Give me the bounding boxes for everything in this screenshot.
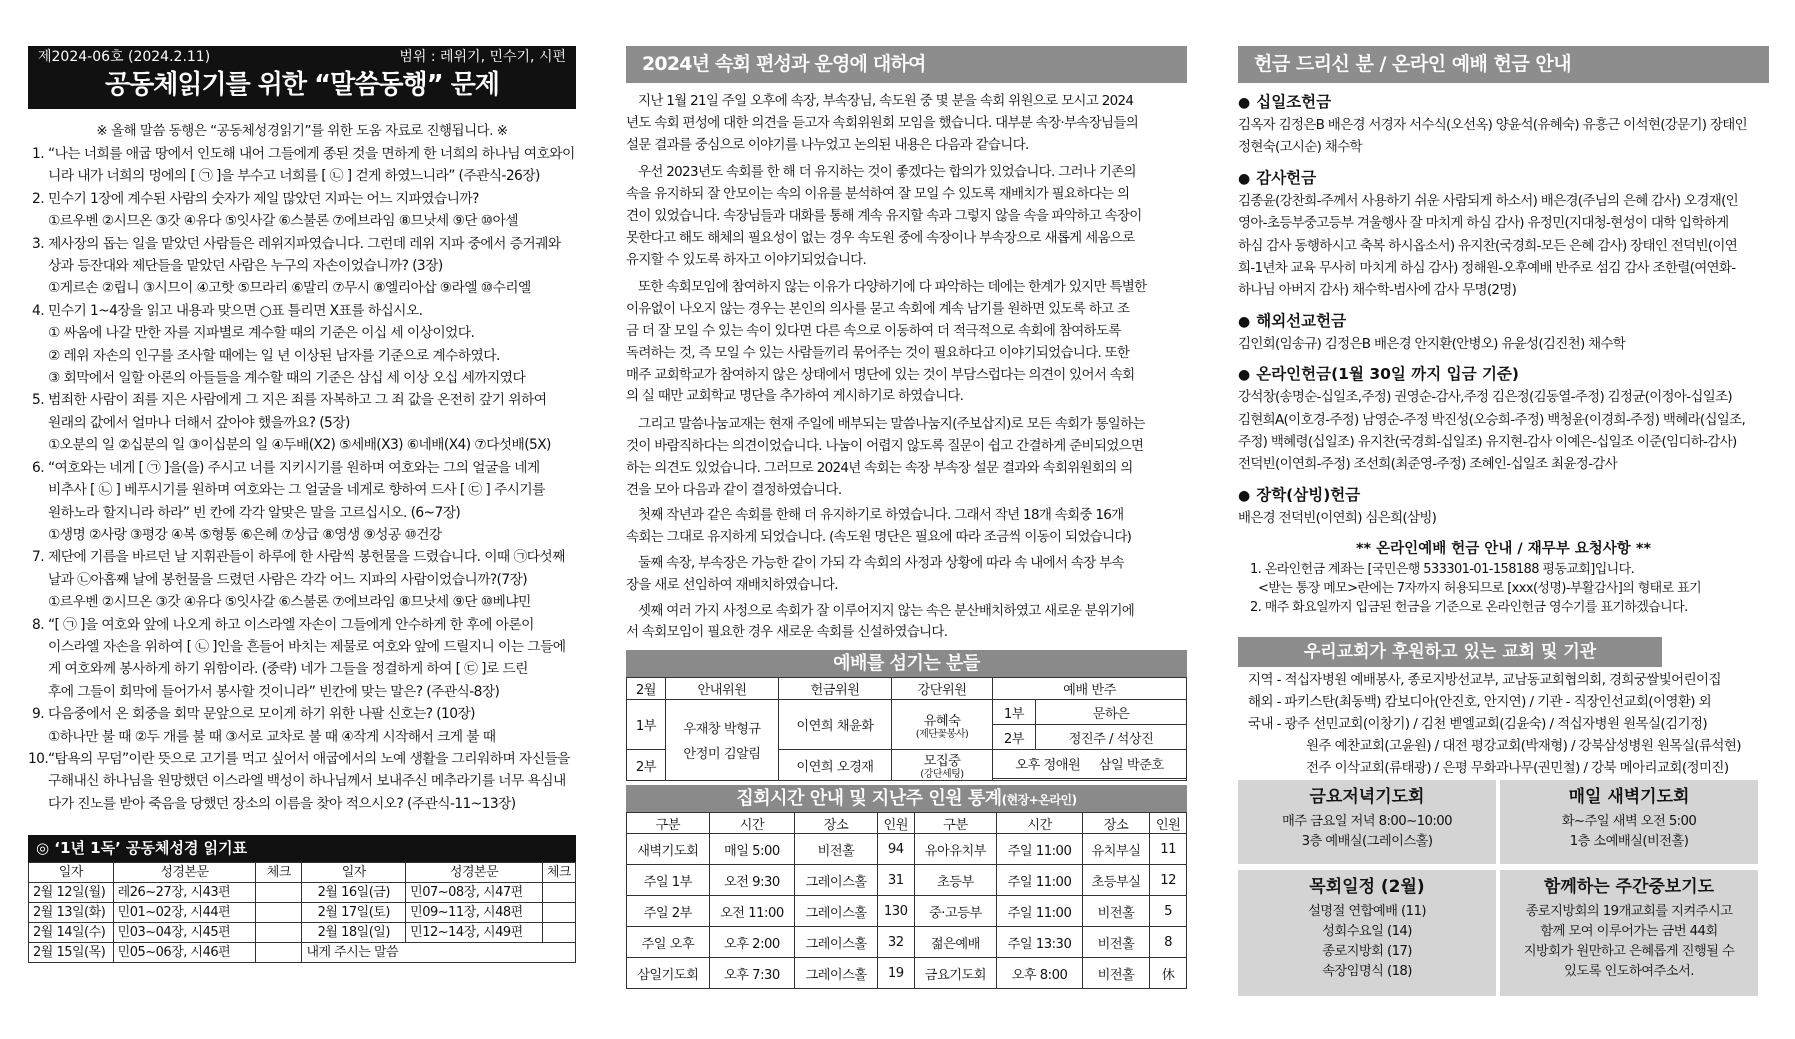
article-line: 금 더 잘 모일 수 있는 속이 있다면 다른 속으로 이동하여 더 적극적으로 속회에 참여하도록: [626, 322, 1121, 339]
check-box[interactable]: [542, 903, 575, 923]
reading-cell: 2월 16일(금): [302, 883, 406, 903]
info-box-title: 금요저녁기도회: [1309, 787, 1425, 807]
reading-cell: 2월 15일(목): [29, 943, 114, 963]
reading-header-cell: 일자: [29, 863, 114, 883]
worship-servers-title: 예배를 섬기는 분들: [626, 650, 1187, 677]
ws-offering-1: 이연희 채윤화: [779, 700, 892, 750]
offering-column: [1238, 46, 1769, 979]
reading-header-cell: 체크: [256, 863, 302, 883]
ws-guide-2: 안정미 김알림: [683, 747, 761, 763]
stats-header-cell: 인원: [1150, 813, 1187, 834]
stats-cell: 삼일기도회: [627, 958, 710, 989]
check-box[interactable]: [256, 923, 302, 943]
offering-line: 전덕빈(이연희-주정) 조선희(최준영-주정) 조혜인-십일조 최윤정-감사: [1238, 456, 1617, 473]
reading-cell: 2월 18일(일): [302, 923, 406, 943]
reading-memo-cell: 내게 주시는 말씀: [302, 943, 576, 963]
question-line: 날과 ㉡아홉째 날에 봉헌물을 드렸던 사람은 각각 어느 지파의 사람이었습니까?(7장): [48, 571, 528, 588]
offering-line: 김현희A(이호경-주정) 남영순-주정 박진성(오승희-주정) 백청윤(이경희-주정) 백혜라(십일조,: [1238, 411, 1746, 428]
stats-table: [626, 812, 1187, 989]
question-5: [28, 389, 576, 456]
reading-cell: 2월 13일(화): [29, 903, 114, 923]
support-title: 우리교회가 후원하고 있는 교회 및 기관: [1238, 637, 1662, 667]
ws-pulpit-2-sub: (강단세팅): [920, 769, 964, 781]
support-line: 지역 - 적십자병원 예배봉사, 종로지방선교부, 교남동교회협의회, 경희궁쌀빛어린이집: [1248, 672, 1721, 689]
ws-guides: [666, 700, 779, 781]
article-line: 지난 1월 21일 주일 오후에 속장, 부속장님, 속도원 중 몇 분을 속회 위원으로 모시고 2024: [638, 93, 1134, 109]
article-line: 못한다고 해도 해체의 필요성이 없는 경우 속도원 중에 속장이나 부속장으로 새롭게 세움으로: [626, 229, 1135, 246]
stats-cell: 130: [877, 896, 914, 927]
question-line: ①하나만 불 때 ②두 개를 불 때 ③서로 교차로 불 때 ④작게 시작해서 크게 불 때: [48, 728, 496, 745]
question-line: 민수기 1~4장을 읽고 내용과 맞으면 ○표 틀리면 X표를 하십시오.: [48, 302, 423, 319]
support-line: 원주 예찬교회(고윤원) / 대전 평강교회(박재형) / 강북삼성병원 원목실(류석현): [1306, 738, 1741, 755]
stats-cell: 31: [877, 865, 914, 896]
article-line: 것이 바람직하다는 의견이었습니다. 나눔이 어렵지 않도록 질문이 쉽고 간결하게 준비되었으면: [626, 437, 1144, 454]
ws-acc-r2: 2부: [993, 725, 1036, 750]
table-row: [627, 834, 1187, 865]
info-box: [1500, 780, 1758, 864]
stats-cell: 그레이스홀: [795, 927, 878, 958]
reading-cell: 레26~27장, 시43편: [113, 883, 256, 903]
offering-line: 영아-초등부중고등부 겨울행사 잘 마치게 하심 감사) 유정민(지대청-현성이 대학 입학하게: [1238, 215, 1729, 232]
ws-row-2: 2부: [627, 750, 666, 781]
info-box-title: 목회일정 (2월): [1309, 877, 1425, 897]
reading-cell: 민12~14장, 시49편: [406, 923, 543, 943]
ws-month-header: 2월: [627, 678, 666, 700]
ws-accompany-header: 예배 반주: [993, 678, 1187, 700]
info-box-line: 1층 소예배실(비전홀): [1569, 834, 1689, 849]
offering-line: 김옥자 김정은B 배은경 서경자 서수식(오선옥) 양윤석(유혜숙) 유흥근 이석현(강문기) 장태인: [1238, 117, 1747, 133]
question-line: 이스라엘 자손을 위하여 [ ㉡ ]인을 흔들어 바치는 제물로 여호와 앞에 드릴지니 이는 그들에: [48, 638, 566, 655]
question-line: 다음중에서 온 회중을 회막 문앞으로 모이게 하기 위한 나팔 신호는? (10장): [48, 706, 475, 723]
info-box-title: 함께하는 주간중보기도: [1543, 877, 1715, 897]
table-row: [29, 923, 576, 943]
question-line: 니라 내가 너희의 멍에의 [ ㉠ ]을 부수고 너희를 [ ㉡ ] 걷게 하였느니라” (주관식-26장): [48, 168, 540, 185]
question-line: 구해내신 하나님을 원망했던 이스라엘 백성이 하나님께서 보내주신 메추라기를 너무 욕심내: [48, 773, 566, 790]
support-list: [1238, 669, 1769, 779]
stats-cell: 유아유치부: [914, 834, 997, 865]
question-10: [28, 748, 576, 815]
reading-cell: 민09~11장, 시48편: [406, 903, 543, 923]
stats-cell: 5: [1150, 896, 1187, 927]
ws-acc-v1: 문하은: [1036, 700, 1187, 725]
article-line: 속을 유지하되 잘 안모이는 속의 이유를 분석하여 잘 모일 수 있도록 재배치가 필요하다는 의: [626, 186, 1130, 203]
offering-section-title: ● 장학(삼빙)헌금: [1238, 484, 1769, 507]
table-row: [627, 896, 1187, 927]
question-9: [28, 703, 576, 748]
question-line: ①오분의 일 ②십분의 일 ③이십분의 일 ④두배(X2) ⑤세배(X3) ⑥네배(X4) ⑦다섯배(5X): [48, 437, 551, 454]
stats-cell: 비전홀: [795, 834, 878, 865]
table-row: [627, 865, 1187, 896]
article-line: 속회는 그대로 유지하게 되었습니다. (속도원 명단은 필요에 따라 조금씩 이동이 되었습니다): [626, 529, 1132, 546]
stats-header-cell: 시간: [709, 813, 795, 834]
stats-cell: 오전 9:30: [709, 865, 795, 896]
question-line: ① 싸움에 나갈 만한 자를 지파별로 계수할 때의 기준은 이십 세 이상이었다.: [48, 325, 475, 342]
stats-cell: 금요기도회: [914, 958, 997, 989]
reading-header-cell: 체크: [542, 863, 575, 883]
question-number: 10.: [28, 750, 49, 767]
stats-cell: 19: [877, 958, 914, 989]
stats-header-cell: 구분: [914, 813, 997, 834]
stats-cell: 주일 11:00: [997, 896, 1083, 927]
notice-line: <받는 통장 메모>란에는 7자까지 허용되므로 [xxx(성명)-부활감사]의 형태로 표기: [1258, 581, 1702, 597]
reading-cell: 민05~06장, 시46편: [113, 943, 256, 963]
stats-cell: 매일 5:00: [709, 834, 795, 865]
ws-offering-2: 이연희 오경재: [779, 750, 892, 781]
reading-header-cell: 일자: [302, 863, 406, 883]
question-line: ② 레위 자손의 인구를 조사할 때에는 일 년 이상된 남자를 기준으로 계수하였다.: [48, 347, 500, 364]
check-box[interactable]: [256, 883, 302, 903]
article-line: 설문 결과를 중심으로 이야기를 나누었고 논의된 내용은 다음과 같습니다.: [626, 136, 1029, 153]
question-number: 3.: [32, 235, 44, 252]
question-4: [28, 300, 576, 390]
stats-header-row: [627, 813, 1187, 834]
article-line: 장을 새로 선임하여 재배치하였습니다.: [626, 576, 838, 593]
question-line: ③ 회막에서 일할 아론의 아들들을 계수할 때의 기준은 삼십 세 이상 오십 세까지였다: [48, 370, 526, 387]
reading-cell: 2월 12일(월): [29, 883, 114, 903]
question-line: ①게르손 ②립니 ③시므이 ④고핫 ⑤므라리 ⑥말리 ⑦무시 ⑧엘리아삽 ⑨라엘 ⑩수리엘: [48, 280, 531, 297]
stats-cell: 비전홀: [1082, 927, 1149, 958]
question-line: “나는 너희를 애굽 땅에서 인도해 내어 그들에게 종된 것을 면하게 한 너희의 하나님 여호와이: [48, 146, 575, 162]
table-row: [29, 943, 576, 963]
info-box-line: 화~주일 새벽 오전 5:00: [1561, 814, 1697, 829]
info-box-line: 있도록 인도하여주소서.: [1564, 964, 1694, 979]
stats-header-cell: 장소: [1082, 813, 1149, 834]
table-row: [627, 927, 1187, 958]
stats-cell: 비전홀: [1082, 896, 1149, 927]
stats-cell: 오후 2:00: [709, 927, 795, 958]
stats-cell: 비전홀: [1082, 958, 1149, 989]
info-box-line: 지방회가 원만하고 은혜롭게 진행될 수: [1523, 944, 1735, 959]
reading-cell: 2월 14일(수): [29, 923, 114, 943]
question-list: [28, 143, 576, 815]
stats-header-cell: 시간: [997, 813, 1083, 834]
offering-section-title: ● 감사헌금: [1238, 167, 1769, 190]
ws-acc-r3-a: 오후 정애원: [1015, 758, 1081, 774]
question-number: 6.: [32, 459, 44, 476]
ws-pulpit-2: [892, 750, 993, 781]
question-number: 9.: [32, 706, 44, 723]
cell-group-column: [626, 46, 1187, 989]
offering-names: [1238, 190, 1769, 302]
offering-names: [1238, 386, 1769, 476]
offering-section-title: ● 십일조헌금: [1238, 91, 1769, 114]
question-6: [28, 457, 576, 547]
offering-line: 하심 감사 동행하시고 축복 하시옵소서) 유지찬(국경희-모든 은혜 감사) 장태인 전덕빈(이연: [1238, 237, 1738, 254]
stats-cell: 주일 1부: [627, 865, 710, 896]
article-line: 의 실 때만 교회학교 명단을 추가하여 게시하기로 하였습니다.: [626, 388, 964, 405]
offering-section-title: ● 온라인헌금(1월 30일 까지 입금 기준): [1238, 363, 1769, 386]
stats-cell: 주일 오후: [627, 927, 710, 958]
info-box: [1238, 870, 1496, 996]
ws-guide-1: 우재창 박형규: [683, 722, 761, 738]
article-paragraph: [626, 414, 1187, 501]
offering-names: [1238, 114, 1769, 159]
question-line: 후에 그들이 회막에 들어가서 봉사할 것이니라” 빈칸에 맞는 말은? (주관식-8장): [48, 683, 500, 700]
stats-cell: 유치부실: [1082, 834, 1149, 865]
offering-line: 주정) 백혜령(십일조) 유지찬(국경희-십일조) 유지현-감사 이예은-십일조 이준(임디하-감사): [1238, 434, 1737, 451]
offering-header: 헌금 드리신 분 / 온라인 예배 헌금 안내: [1238, 46, 1769, 83]
reading-cell: 민03~04장, 시45편: [113, 923, 256, 943]
offering-line: 하나님 아버지 감사) 채수학-범사에 감사 무명(2명): [1238, 282, 1517, 299]
table-row: [29, 883, 576, 903]
ws-acc-r3-b: 삼일 박준호: [1098, 758, 1164, 774]
support-line: 전주 이삭교회(류태광) / 은평 무화과나무(권민철) / 강북 메아리교회(정미진): [1306, 760, 1729, 777]
question-7: [28, 546, 576, 613]
reading-cell: 민07~08장, 시47편: [406, 883, 543, 903]
article-line: 둘째 속장, 부속장은 가능한 같이 가되 각 속회의 사정과 상황에 따라 속 내에서 속장 부속: [638, 554, 1124, 571]
stats-cell: 젊은예배: [914, 927, 997, 958]
question-line: “여호와는 네게 [ ㉠ ]을(을) 주시고 너를 지키시기를 원하며 여호와는 그의 얼굴을 네게: [48, 459, 540, 476]
question-line: ①르우벤 ②시므온 ③갓 ④유다 ⑤잇사갈 ⑥스불론 ⑦에브라임 ⑧므낫세 ⑨단 ⑩아셀: [48, 213, 518, 230]
stats-cell: 초등부실: [1082, 865, 1149, 896]
article-line: 견이 있었습니다. 속장님들과 대화를 통해 계속 유지할 속과 그렇지 않을 속을 파악하고 속장이: [626, 207, 1142, 224]
question-line: “탐욕의 무덤”이란 뜻으로 고기를 먹고 싶어서 애굽에서의 노예 생활을 그리워하며 자신들을: [48, 750, 570, 767]
notice-line: 1. 온라인헌금 계좌는 [국민은행 533301-01-158188 평동교회]입니다.: [1250, 562, 1635, 578]
info-box: [1500, 870, 1758, 996]
check-box[interactable]: [542, 883, 575, 903]
stats-cell: 94: [877, 834, 914, 865]
ws-guide-header: 안내위원: [666, 678, 779, 700]
article-line: 견을 모아 다음과 같이 결정하였습니다.: [626, 481, 842, 498]
offering-section-title: ● 해외선교헌금: [1238, 310, 1769, 333]
offering-names: [1238, 333, 1769, 355]
question-line: ①생명 ②사랑 ③평강 ④복 ⑤형통 ⑥은혜 ⑦상급 ⑧영생 ⑨성공 ⑩건강: [48, 526, 442, 543]
quiz-header: [28, 46, 576, 109]
info-box-line: 함께 모여 이루어가는 금번 44회: [1540, 924, 1718, 939]
offering-line: 정현숙(고시순) 채수학: [1238, 139, 1362, 156]
stats-cell: 주일 13:30: [997, 927, 1083, 958]
stats-cell: 주일 11:00: [997, 865, 1083, 896]
ws-acc-r3: [993, 750, 1187, 779]
ws-pulpit-header: 강단위원: [892, 678, 993, 700]
reading-plan-title: ◎ ‘1년 1독’ 공동체성경 읽기표: [28, 835, 576, 862]
article-line: 하는 의견도 있었습니다. 그러므로 2024년 속회는 속장 부속장 설문 결과와 속회위원회의 의: [626, 459, 1133, 476]
info-box-line: 3층 예배실(그레이스홀): [1301, 834, 1433, 849]
article-paragraph: [626, 277, 1187, 408]
question-line: “[ ㉠ ]을 여호와 앞에 나오게 하고 이스라엘 자손이 그들에게 안수하게 한 후에 아론이: [48, 616, 534, 633]
article-line: 셋째 여러 가지 사정으로 속회가 잘 이루어지지 않는 속은 분산배치하였고 새로운 분위기에: [638, 602, 1135, 619]
info-box-line: 종로지방회의 19개교회를 지켜주시고: [1525, 904, 1733, 919]
ws-spacer: [993, 778, 1187, 780]
online-notice: [1238, 560, 1769, 617]
support-line: 국내 - 광주 선민교회(이창기) / 김천 벧엘교회(김윤숙) / 적십자병원 원목실(김기정): [1248, 716, 1708, 733]
stats-cell: 오후 7:30: [709, 958, 795, 989]
reading-plan-table: [28, 862, 576, 963]
quiz-note: ※ 올해 말씀 동행은 “공동체성경읽기”를 위한 도움 자료로 진행됩니다. ※: [96, 123, 508, 139]
ws-row-1: 1부: [627, 700, 666, 750]
question-line: 원하노라 할지니라 하라” 빈 칸에 각각 알맞은 말을 고르십시오. (6~7장): [48, 504, 461, 521]
ws-acc-v2: 정진주 / 석상진: [1036, 725, 1187, 750]
info-box-line: 설명절 연합예배 (11): [1308, 904, 1426, 919]
article-paragraph: [626, 91, 1187, 156]
article-paragraph: [626, 505, 1187, 549]
scope-range: 범위 : 레위기, 민수기, 시편: [399, 49, 566, 65]
question-line: ①르우벤 ②시므온 ③갓 ④유다 ⑤잇사갈 ⑥스불론 ⑦에브라임 ⑧므낫세 ⑨단 ⑩베냐민: [48, 594, 531, 611]
question-number: 1.: [32, 146, 44, 162]
question-line: 게 여호와께 봉사하게 하기 위함이라. (중략) 네가 그들을 정결하게 하여 [ ㉢ ]로 드린: [48, 661, 528, 678]
stats-cell: 그레이스홀: [795, 896, 878, 927]
article-line: 서 속회모임이 필요한 경우 새로운 속회를 신설하였습니다.: [626, 624, 948, 641]
question-line: 비추사 [ ㉡ ] 베푸시기를 원하며 여호와는 그 얼굴을 네게로 향하여 드사 [ ㉢ ] 주시기를: [48, 482, 545, 499]
question-number: 8.: [32, 616, 44, 633]
question-1: [28, 143, 576, 188]
question-line: 원래의 값에서 얼마나 더해서 갚아야 했을까요? (5장): [48, 414, 350, 431]
article-line: 또한 속회모임에 참여하지 않는 이유가 다양하기에 다 파악하는 데에는 한계가 있지만 특별한: [638, 279, 1147, 296]
article-paragraph: [626, 553, 1187, 597]
article-line: 독려하는 것, 즉 모일 수 있는 사람들끼리 묶어주는 것이 필요하다고 이야기되었습니다. 또한: [626, 344, 1130, 361]
question-number: 2.: [32, 190, 44, 207]
offering-line: 희-1년차 교육 무사히 마치게 하심 감사) 정해원-오후예배 반주로 섬김 감사 조한렬(여연화-: [1238, 260, 1736, 277]
stats-title: 집회시간 안내 및 지난주 인원 통계: [736, 788, 1002, 810]
stats-cell: 중·고등부: [914, 896, 997, 927]
worship-servers-table: [626, 677, 1187, 781]
stats-title-sub: (현장+온라인): [1001, 793, 1077, 808]
table-row: [627, 958, 1187, 989]
offering-line: 강석창(송명순-십일조,주정) 권영순-감사,주정 김은정(김동열-주정) 김정균(이정아-십일조): [1238, 389, 1732, 406]
stats-cell: 8: [1150, 927, 1187, 958]
table-row: [29, 903, 576, 923]
support-line: 해외 - 파키스탄(최동백) 캄보디아(안진호, 안지연) / 기관 - 직장인선교회(이영환) 외: [1248, 694, 1712, 711]
question-3: [28, 233, 576, 300]
question-line: 상과 등잔대와 제단들을 맡았던 사람은 누구의 자손이었습니까? (3장): [48, 258, 443, 275]
offering-names: [1238, 507, 1769, 529]
online-notice-title: ** 온라인예배 헌금 안내 / 재무부 요청사항 **: [1355, 541, 1652, 558]
info-box: [1238, 780, 1496, 864]
offering-line: 김인회(임송규) 김정은B 배은경 안지환(안병오) 유윤성(김진천) 채수학: [1238, 335, 1626, 352]
cell-group-article: [626, 91, 1187, 644]
article-paragraph: [626, 601, 1187, 645]
stats-cell: 주일 11:00: [997, 834, 1083, 865]
cell-group-header: 2024년 속회 편성과 운영에 대하여: [626, 46, 1187, 83]
stats-cell: 그레이스홀: [795, 865, 878, 896]
stats-cell: 새벽기도회: [627, 834, 710, 865]
article-paragraph: [626, 162, 1187, 271]
stats-cell: 休: [1150, 958, 1187, 989]
question-number: 5.: [32, 392, 44, 409]
ws-pulpit-2-name: 모집중: [923, 754, 961, 770]
info-box-line: 매주 금요일 저녁 8:00~10:00: [1282, 814, 1452, 829]
reading-cell: 2월 17일(토): [302, 903, 406, 923]
question-line: 범죄한 사람이 죄를 지은 사람에게 그 지은 죄를 자복하고 그 죄 값을 온전히 갚기 위하여: [48, 392, 547, 409]
info-box-line: 종로지방회 (17): [1322, 944, 1412, 959]
ws-offering-header: 헌금위원: [779, 678, 892, 700]
quiz-column: [28, 46, 576, 963]
info-box-line: 속장임명식 (18): [1322, 964, 1412, 979]
article-line: 첫째 작년과 같은 속회를 한해 더 유지하기로 하였습니다. 그래서 작년 18개 속회중 16개: [638, 507, 1124, 524]
check-box[interactable]: [542, 923, 575, 943]
check-box[interactable]: [256, 943, 302, 963]
reading-header-cell: 성경본문: [113, 863, 256, 883]
stats-header-cell: 인원: [877, 813, 914, 834]
question-line: 민수기 1장에 계수된 사람의 숫자가 제일 많았던 지파는 어느 지파였습니까?: [48, 190, 479, 207]
ws-acc-r1: 1부: [993, 700, 1036, 725]
info-boxes: [1238, 780, 1768, 996]
reading-cell: 민01~02장, 시44편: [113, 903, 256, 923]
notice-line: 2. 매주 화요일까지 입금된 헌금을 기준으로 온라인헌금 영수기를 표기하겠습니다.: [1250, 600, 1688, 616]
stats-cell: 주일 2부: [627, 896, 710, 927]
quiz-title: 공동체읽기를 위한 “말씀동행” 문제: [105, 70, 499, 100]
article-line: 년도 속회 편성에 대한 의견을 듣고자 속회위원회 모임을 했습니다. 대부분 속장·부속장님들의: [626, 114, 1139, 131]
question-2: [28, 188, 576, 233]
info-box-line: 성회수요일 (14): [1322, 924, 1412, 939]
ws-pulpit-1: [892, 700, 993, 750]
stats-header-cell: 장소: [795, 813, 878, 834]
question-line: 제단에 기름을 바르던 날 지휘관들이 하루에 한 사람씩 봉헌물을 드렸습니다. 이때 ㉠다섯째: [48, 549, 565, 566]
offering-list: [1238, 91, 1769, 529]
article-line: 매주 교회학교가 참여하지 않은 상태에서 명단에 있는 것이 부담스럽다는 의견이 있어서 속회: [626, 366, 1135, 383]
info-box-title: 매일 새벽기도회: [1568, 787, 1690, 807]
article-line: 우선 2023년도 속회를 한 해 더 유지하는 것이 좋겠다는 합의가 있었습니다. 그러나 기존의: [638, 164, 1136, 181]
ws-pulpit-1-sub: (제단꽃봉사): [915, 728, 969, 740]
stats-cell: 오전 11:00: [709, 896, 795, 927]
offering-line: 김종윤(강찬희-주께서 사용하기 쉬운 사람되게 하소서) 배은경(주님의 은혜 감사) 오경재(인: [1238, 192, 1739, 209]
reading-plan-header-row: [29, 863, 576, 883]
question-number: 7.: [32, 549, 44, 566]
question-line: 제사장의 돕는 일을 맡았던 사람들은 레위지파였습니다. 그런데 레위 지파 중에서 증거궤와: [48, 235, 561, 252]
article-line: 이유없이 나오지 않는 경우는 본인의 의사를 묻고 속회에 계속 남기를 원하면 있도록 하고 조: [626, 301, 1130, 318]
stats-header-cell: 구분: [627, 813, 710, 834]
check-box[interactable]: [256, 903, 302, 923]
article-line: 그리고 말씀나눔교재는 현재 주일에 배부되는 말씀나눔지(주보삽지)로 모든 속회가 통일하는: [638, 416, 1145, 433]
article-line: 유지할 수 있도록 하자고 이야기되었습니다.: [626, 251, 867, 268]
offering-line: 배은경 전덕빈(이연희) 심은희(삼빙): [1238, 509, 1437, 526]
stats-cell: 초등부: [914, 865, 997, 896]
stats-title-bar: [626, 785, 1187, 812]
stats-cell: 오후 8:00: [997, 958, 1083, 989]
question-8: [28, 614, 576, 704]
ws-pulpit-1-name: 유혜숙: [923, 713, 961, 729]
stats-cell: 11: [1150, 834, 1187, 865]
stats-cell: 12: [1150, 865, 1187, 896]
question-number: 4.: [32, 302, 44, 319]
issue-number: 제2024-06호 (2024.2.11): [38, 49, 211, 65]
stats-cell: 32: [877, 927, 914, 958]
question-line: 다가 진노를 받아 죽음을 당했던 장소의 이름을 찾아 적으시오? (주관식-11~13장): [48, 795, 516, 812]
stats-cell: 그레이스홀: [795, 958, 878, 989]
reading-header-cell: 성경본문: [406, 863, 543, 883]
